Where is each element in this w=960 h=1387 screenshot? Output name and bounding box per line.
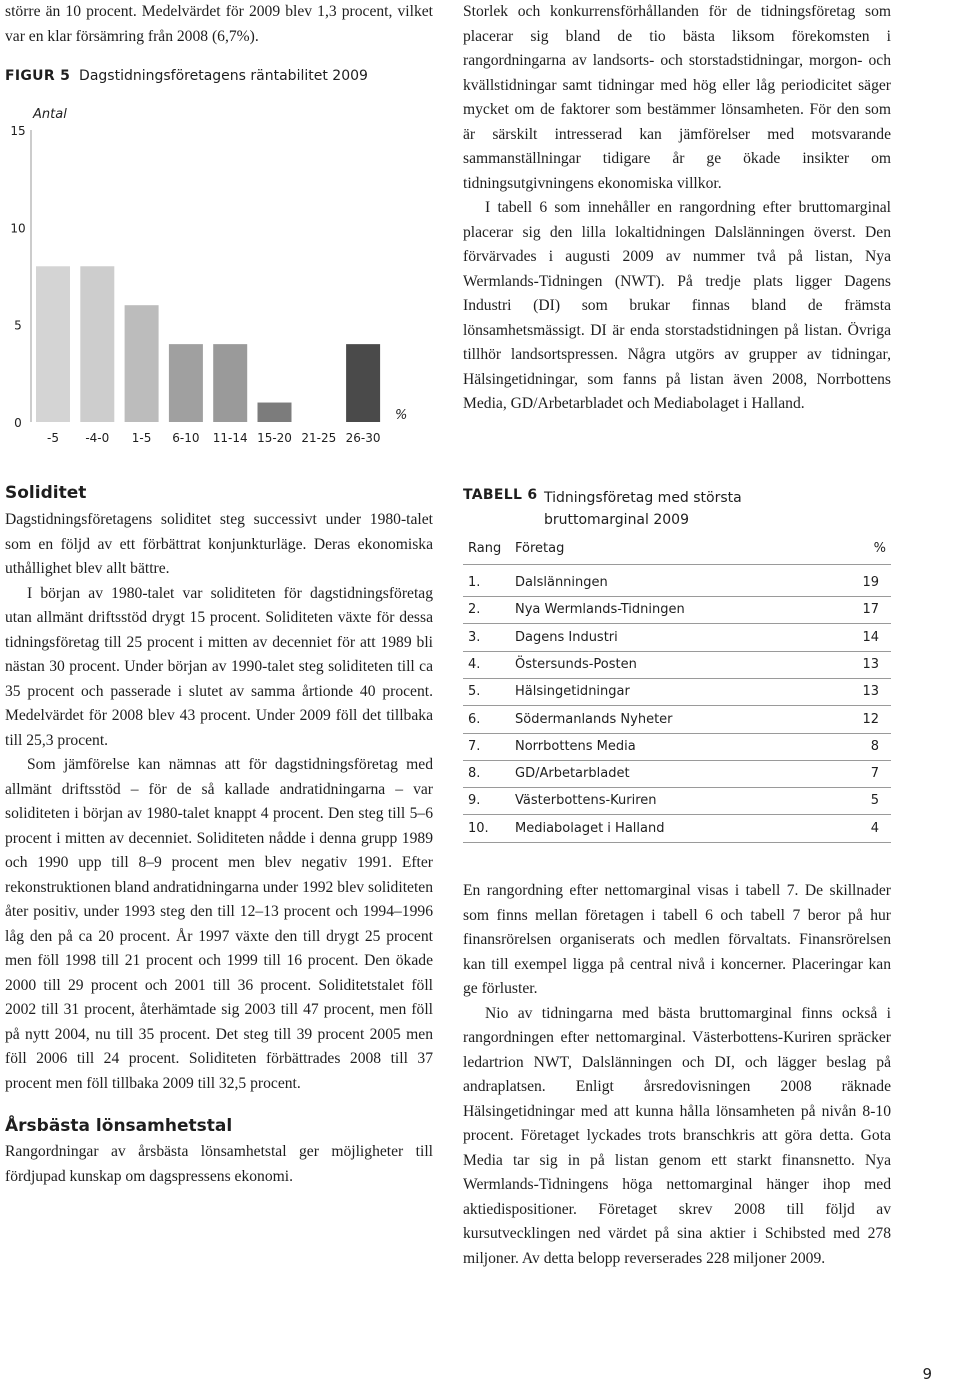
- table-title: [463, 487, 537, 503]
- table-row: [463, 733, 891, 761]
- top-left-paragraph: [5, 0, 433, 49]
- right-bottom-paragraph-1: En rangordning efter nettomarginal visas i tabell 7. De skillnader som finns mellan företagen i tabell 6 och tabell 7 beror på hur finansrörelsen organiserats och medlen förvaltats. Finansrörelsen kan till exempel ligga på central nivå i koncerner. Placeringar kan ge förluster.: [463, 882, 891, 997]
- cell-rank: 4.: [468, 656, 481, 672]
- right-top-text: [463, 0, 891, 417]
- cell-pct: 5: [870, 793, 879, 809]
- cell-pct: 8: [870, 738, 879, 754]
- bar: [169, 344, 203, 422]
- x-tick-label: -4-0: [85, 431, 110, 445]
- bar: [213, 344, 247, 422]
- bar: [36, 266, 70, 422]
- cell-company: GD/Arbetarbladet: [515, 766, 630, 782]
- cell-company: Hälsingetidningar: [515, 684, 630, 700]
- table-row: [463, 815, 891, 843]
- cell-company: Mediabolaget i Halland: [515, 820, 665, 836]
- cell-pct: 14: [862, 629, 879, 645]
- y-axis-label: Antal: [33, 107, 67, 122]
- header-rank: Rang: [468, 541, 502, 556]
- right-bottom-paragraph-2: Nio av tidningarna med bästa bruttomarginal finns också i rangordningen efter nettomarginal. Västerbottens-Kuriren spräcker ledartrion NWT, Dalslänningen och DI, och lägger beslag på andraplatsen. Enligt årsredovisningen 2008 räknade Hälsingetidningar med att kunna hålla lönsamheten på nivån 8-10 procent. Företaget lyckades trots branschkris att göra detta. Gota Media tar sig in på listan genom ett starkt finansnetto. Nya Wermlands-Tidningens höga nettomarginal hänger ihop med aktiedispositioner. Företaget skrev 2008 till följd av kursutvecklingen ned värdet på sina aktier i Schibsted med 278 miljoner. Av detta belopp reverserades 228 miljoner 2009.: [463, 1004, 891, 1267]
- page-number: 9: [922, 1365, 932, 1383]
- cell-pct: 19: [862, 575, 879, 590]
- table-row: [463, 787, 891, 815]
- table-6: [463, 487, 891, 852]
- cell-company: Västerbottens-Kuriren: [515, 793, 657, 809]
- right-paragraph-2: I tabell 6 som innehåller en rangordning efter bruttomarginal placerar sig den lilla lokaltidningen Dalslänningen överst. Den förvärvades i augusti 2009 av nummer två på listan, Nya Wermlands-Tidningen (NWT). På tredje plats ligger Dagens Industri (DI) som brukar finnas bland de främsta lönsamhetsmässigt. DI är enda storstadstidningen på listan. Övriga tillhör landsortspressen. Några utgörs av grupper av tidningar, Hälsingetidningar, som fanns på listan även 2008, Norrbottens Media, GD/Arbetarbladet och Mediabolaget i Halland.: [463, 199, 891, 412]
- table-row: [463, 596, 891, 624]
- y-tick-label: 15: [10, 124, 26, 138]
- continuation-paragraph: större än 10 procent. Medelvärdet för 2009 blev 1,3 procent, vilket var en klar försämring från 2008 (6,7%).: [5, 3, 433, 45]
- x-tick-label: 1-5: [131, 431, 152, 445]
- table-title-line-2: bruttomarginal 2009: [544, 512, 689, 528]
- x-tick-label: 11-14: [212, 431, 248, 445]
- cell-rank: 10.: [468, 820, 489, 836]
- table-row: [463, 651, 891, 679]
- cell-company: Norrbottens Media: [515, 738, 636, 754]
- table-row: [463, 706, 891, 734]
- cell-company: Södermanlands Nyheter: [515, 711, 673, 727]
- x-axis-label: %: [395, 408, 408, 423]
- table-row: [463, 760, 891, 788]
- header-percent: %: [873, 541, 886, 556]
- cell-rank: 3.: [468, 629, 481, 645]
- cell-rank: 7.: [468, 738, 481, 754]
- cell-company: Östersunds-Posten: [515, 656, 637, 672]
- header-company: Företag: [515, 541, 565, 556]
- soliditet-section: [5, 483, 433, 1189]
- cell-rank: 2.: [468, 602, 481, 618]
- bar: [346, 344, 380, 422]
- cell-pct: 7: [870, 766, 879, 782]
- x-tick-label: 15-20: [257, 431, 292, 445]
- soliditet-paragraph-1: Dagstidningsföretagens soliditet steg successivt under 1980-talet som en följd av ett förbättrat konjunkturläge. Deras ekonomiska uthållighet blev allt bättre.: [5, 511, 433, 577]
- bar: [125, 305, 159, 422]
- table-title-line-1: Tidningsföretag med största: [544, 490, 742, 506]
- cell-pct: 4: [870, 820, 879, 836]
- table-row: [463, 624, 891, 652]
- cell-pct: 12: [862, 711, 879, 727]
- right-bottom-text: [463, 879, 891, 1271]
- figure-title: [5, 68, 445, 84]
- figure-label: FIGUR 5: [5, 68, 71, 84]
- cell-pct: 13: [862, 656, 879, 672]
- bar-chart: [0, 95, 445, 455]
- soliditet-paragraph-2: I början av 1980-talet var soliditeten för dagstidningsföretag utan allmänt driftsstöd drygt 15 procent. Soliditeten växte för dessa tidningsföretag till 25 procent i mitten av decenniet för att 1989 bli nästan 30 procent. Under början av 1990-talet steg soliditeten till ca 35 procent och passerade i slutet av samma årtionde 40 procent. Medelvärdet för 2008 blev 43 procent. Under 2009 föll det tillbaka till 25,3 procent.: [5, 584, 433, 749]
- table-label: TABELL 6: [463, 487, 538, 503]
- cell-company: Dalslänningen: [515, 575, 608, 590]
- arsbasta-heading: Årsbästa lönsamhetstal: [5, 1116, 233, 1136]
- y-tick-label: 5: [14, 318, 22, 333]
- x-tick-label: 6-10: [172, 431, 200, 445]
- cell-rank: 5.: [468, 684, 481, 700]
- cell-pct: 17: [862, 602, 879, 618]
- cell-company: Nya Wermlands-Tidningen: [515, 602, 685, 618]
- cell-rank: 1.: [468, 575, 481, 590]
- figure-5: [5, 68, 445, 84]
- bar: [80, 266, 114, 422]
- cell-pct: 13: [862, 684, 879, 700]
- x-tick-label: 26-30: [345, 431, 381, 445]
- table-row: [463, 678, 891, 706]
- table-title-text: [544, 487, 742, 531]
- cell-rank: 8.: [468, 766, 481, 782]
- arsbasta-paragraph: Rangordningar av årsbästa lönsamhetstal ger möjligheter till fördjupad kunskap om dagspressens ekonomi.: [5, 1143, 433, 1185]
- cell-company: Dagens Industri: [515, 629, 618, 645]
- cell-rank: 6.: [468, 711, 481, 727]
- soliditet-paragraph-3: Som jämförelse kan nämnas att för dagstidningsföretag med allmänt driftsstöd – för de så kallade andratidningarna – var soliditeten i början av 1980-talet knappt 4 procent. Den steg till 5–6 procent i mitten av decenniet. Soliditeten nådde i denna grupp 1989 och 1990 upp till 8–9 procent men blev negativ 1991. Efter rekonstruktionen bland andratidningarna under 1992 blev soliditeten åter positiv, under 1993 steg den till 12–13 procent och 1994–1996 låg den på ca 20 procent. År 1997 växte den till drygt 25 procent men föll 1998 till 21 procent och 1999 till 16 procent. Den ökade 2000 till 29 procent och 2001 till 36 procent. Soliditetstalet föll 2002 till 31 procent, återhämtade sig 2003 till 47 procent, men föll på nytt 2004, nu till 35 procent. Det steg till 39 procent 2005 men föll 2006 till 24 procent. Soliditeten förbättrades 2008 till 37 procent men föll tillbaka 2009 till 32,5 procent.: [5, 756, 433, 1092]
- x-tick-label: 21-25: [301, 431, 337, 445]
- x-tick-label: -5: [47, 431, 59, 445]
- y-tick-label: 0: [14, 416, 22, 430]
- right-paragraph-1: Storlek och konkurrensförhållanden för de tidningsföretag som placerar sig bland de tio bästa liksom förekomsten i rangordningarna av landsorts- och storstadstidningar, morgon- och kvällstidningar samt tidningar med hög eller låg periodicitet säger mycket om de faktorer som bestämmer lönsamheten. För den som är särskilt intresserad kan jämförelser med motsvarande sammanställningar tidigare år ge ökade insikter om tidningsutgivningens ekonomiska villkor.: [463, 3, 891, 192]
- soliditet-heading: Soliditet: [5, 483, 87, 503]
- table-row: [463, 569, 891, 597]
- table-header-row: [463, 535, 891, 565]
- y-tick-label: 10: [10, 221, 26, 236]
- bar: [258, 403, 292, 422]
- cell-rank: 9.: [468, 793, 481, 809]
- figure-title-text: Dagstidningsföretagens räntabilitet 2009: [79, 68, 368, 84]
